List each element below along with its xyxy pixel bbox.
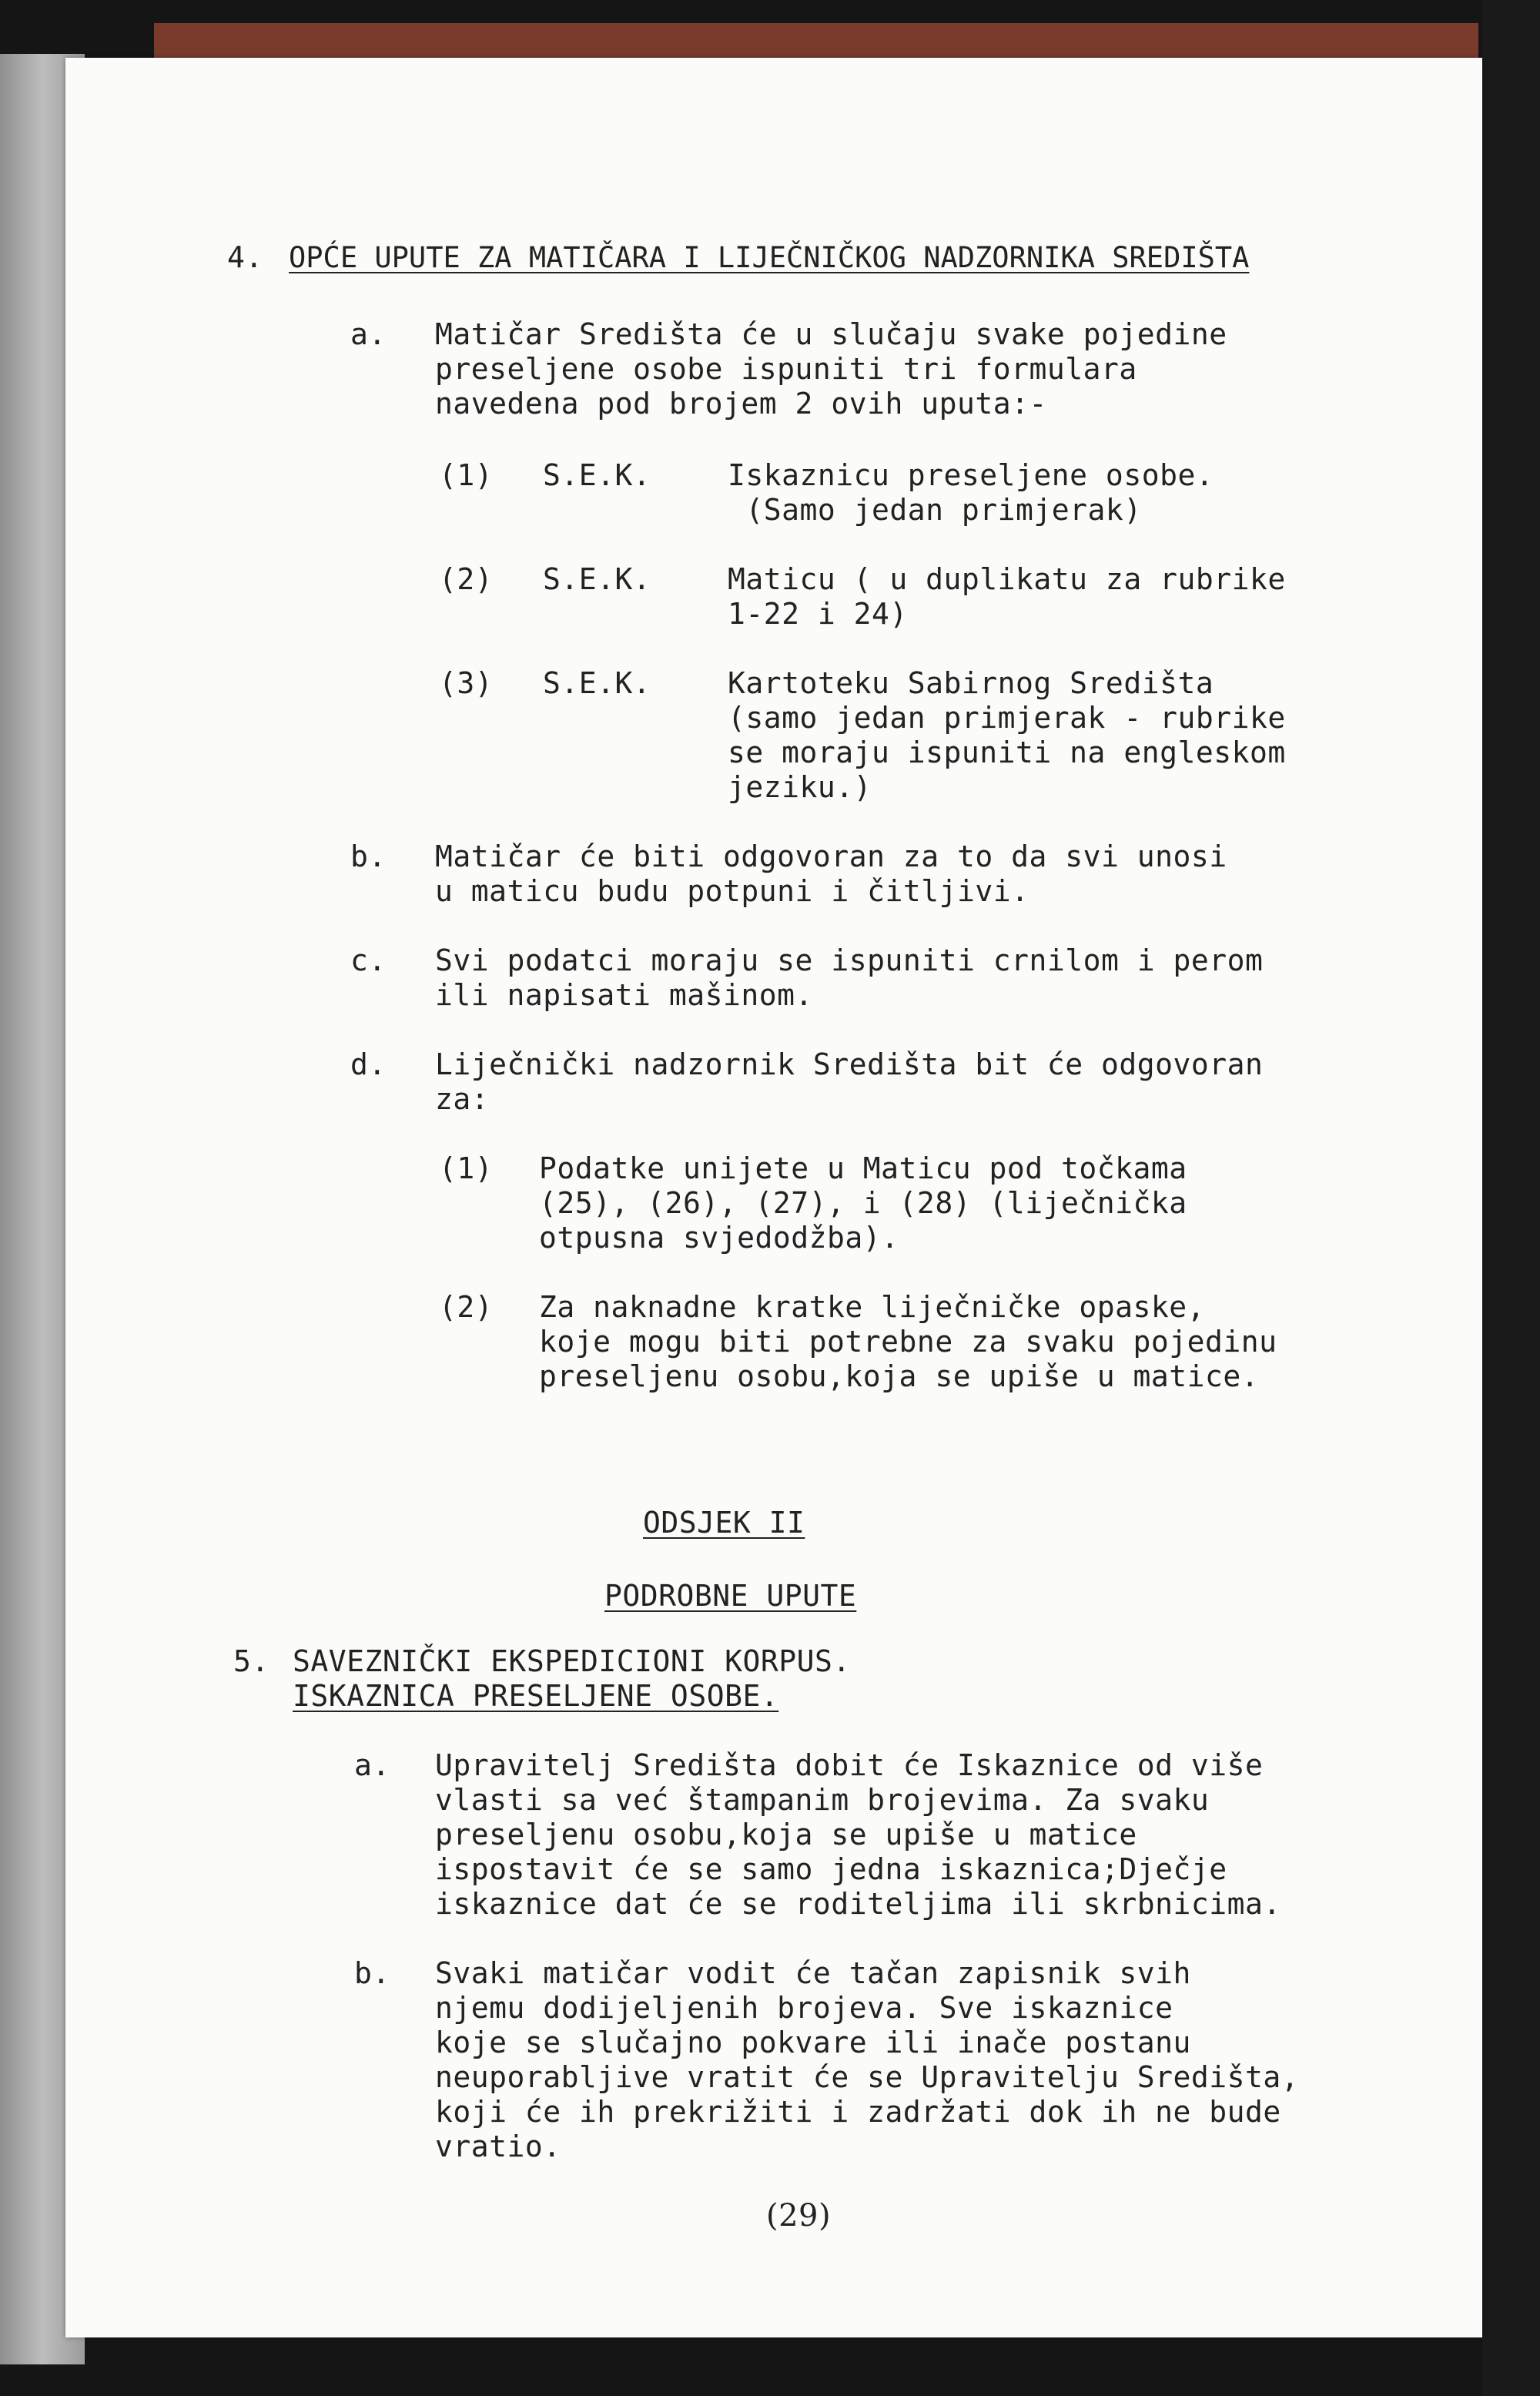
item-5a-line-5: iskaznice dat će se roditeljima ili skrbnicima. (435, 1887, 1281, 1921)
item-5b-line-6: vratio. (435, 2130, 561, 2163)
item-5a-line-2: vlasti sa već štampanim brojevima. Za svaku (435, 1783, 1210, 1817)
form-3-line-2: (samo jedan primjerak - rubrike (728, 701, 1286, 735)
document-page (65, 58, 1482, 2337)
item-4a-line-2: preseljene osobe ispuniti tri formulara (435, 352, 1137, 386)
form-1-number: (1) (439, 458, 494, 492)
d-item-1-line-1: Podatke unijete u Maticu pod točkama (539, 1151, 1187, 1185)
section-4-heading: OPĆE UPUTE ZA MATIČARA I LIJEČNIČKOG NADZORNIKA SREDIŠTA (289, 241, 1250, 274)
item-5a-line-3: preseljenu osobu,koja se upiše u matice (435, 1818, 1137, 1851)
form-2-line-2: 1-22 i 24) (728, 597, 908, 631)
item-4a-line-3: navedena pod brojem 2 ovih uputa:- (435, 387, 1047, 421)
d-item-2-line-3: preseljenu osobu,koja se upiše u matice. (539, 1359, 1260, 1393)
item-4c-line-2: ili napisati mašinom. (435, 978, 813, 1012)
form-1-line-2: (Samo jedan primjerak) (728, 493, 1142, 527)
form-2-number: (2) (439, 562, 494, 596)
item-4d-line-1: Liječnički nadzornik Središta bit će odgovoran (435, 1047, 1264, 1081)
item-4d-letter: d. (350, 1047, 387, 1081)
item-5b-line-2: njemu dodijeljenih brojeva. Sve iskaznice (435, 1991, 1173, 2025)
item-5a-line-4: ispostavit će se samo jedna iskaznica;Dječje (435, 1852, 1227, 1886)
page-number: (29) (766, 2198, 832, 2233)
section-5-number: 5. (233, 1644, 270, 1678)
item-4b-line-2: u maticu budu potpuni i čitljivi. (435, 874, 1029, 908)
item-4b-line-1: Matičar će biti odgovoran za to da svi unosi (435, 839, 1227, 873)
form-3-code: S.E.K. (543, 666, 651, 700)
section-5-heading-2: ISKAZNICA PRESELJENE OSOBE. (293, 1679, 779, 1713)
d-item-2-line-1: Za naknadne kratke liječničke opaske, (539, 1290, 1205, 1324)
section-5-heading-1: SAVEZNIČKI EKSPEDICIONI KORPUS. (293, 1644, 851, 1678)
d-item-2-line-2: koje mogu biti potrebne za svaku pojedinu (539, 1325, 1277, 1359)
item-5b-line-3: koje se slučajno pokvare ili inače postanu (435, 2026, 1191, 2059)
form-3-line-3: se moraju ispuniti na engleskom (728, 736, 1286, 769)
right-binding-shadow (1482, 0, 1540, 2396)
form-3-line-1: Kartoteku Sabirnog Središta (728, 666, 1214, 700)
item-5b-line-5: koji će ih prekrižiti i zadržati dok ih ne bude (435, 2095, 1281, 2129)
item-5b-line-1: Svaki matičar vodit će tačan zapisnik svih (435, 1956, 1191, 1990)
item-4c-letter: c. (350, 943, 387, 977)
podrobne-upute-heading: PODROBNE UPUTE (604, 1579, 857, 1613)
form-2-line-1: Maticu ( u duplikatu za rubrike (728, 562, 1286, 596)
item-5b-line-4: neuporabljive vratit će se Upravitelju Središta, (435, 2060, 1300, 2094)
item-4a-line-1: Matičar Središta će u slučaju svake pojedine (435, 317, 1227, 351)
odsjek-heading: ODSJEK II (643, 1506, 805, 1540)
item-5b-letter: b. (354, 1956, 390, 1990)
d-item-1-line-2: (25), (26), (27), i (28) (liječnička (539, 1186, 1187, 1220)
item-5a-letter: a. (354, 1748, 390, 1782)
item-4c-line-1: Svi podatci moraju se ispuniti crnilom i perom (435, 943, 1264, 977)
form-1-line-1: Iskaznicu preseljene osobe. (728, 458, 1214, 492)
form-1-code: S.E.K. (543, 458, 651, 492)
d-item-1-number: (1) (439, 1151, 494, 1185)
form-3-line-4: jeziku.) (728, 770, 872, 804)
item-4d-line-2: za: (435, 1082, 490, 1116)
item-4b-letter: b. (350, 839, 387, 873)
section-4-number: 4. (227, 240, 263, 274)
d-item-1-line-3: otpusna svjedodžba). (539, 1221, 899, 1255)
item-4a-letter: a. (350, 317, 387, 351)
d-item-2-number: (2) (439, 1290, 494, 1324)
form-2-code: S.E.K. (543, 562, 651, 596)
item-5a-line-1: Upravitelj Središta dobit će Iskaznice od više (435, 1748, 1264, 1782)
form-3-number: (3) (439, 666, 494, 700)
